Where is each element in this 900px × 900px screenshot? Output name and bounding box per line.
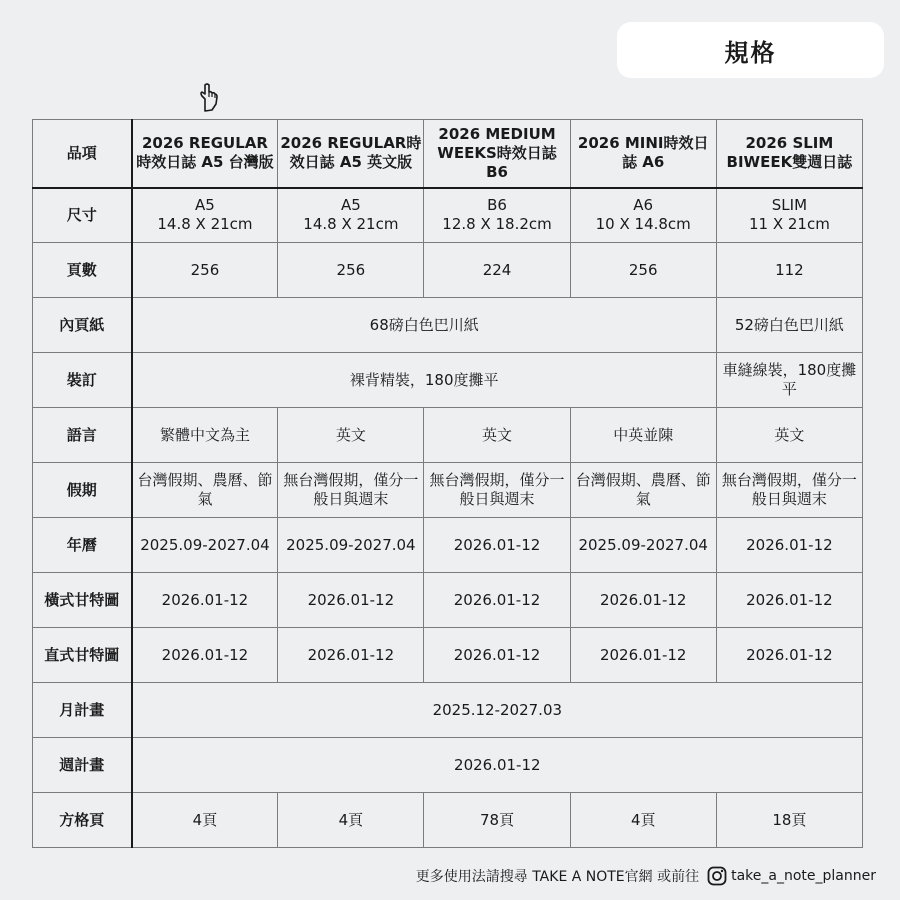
table-cell: 18頁 bbox=[716, 793, 862, 848]
table-row-pages bbox=[33, 243, 863, 298]
product-header: 2026 REGULAR時效日誌 A5 英文版 bbox=[278, 120, 424, 188]
row-label: 方格頁 bbox=[33, 793, 132, 848]
row-label: 裝訂 bbox=[33, 353, 132, 408]
row-label: 直式甘特圖 bbox=[33, 628, 132, 683]
table-cell: 2026.01-12 bbox=[424, 573, 570, 628]
size-format: A5 bbox=[195, 196, 215, 215]
table-cell: 2026.01-12 bbox=[424, 518, 570, 573]
pointing-hand-icon bbox=[196, 82, 218, 112]
table-cell: 英文 bbox=[716, 408, 862, 463]
size-dimensions: 14.8 X 21cm bbox=[303, 215, 399, 234]
table-cell bbox=[278, 188, 424, 243]
table-cell: 256 bbox=[278, 243, 424, 298]
table-cell: 2026.01-12 bbox=[716, 628, 862, 683]
table-row-language bbox=[33, 408, 863, 463]
table-row-gantt-vertical bbox=[33, 628, 863, 683]
table-cell-merged: 裸背精裝，180度攤平 bbox=[132, 353, 717, 408]
table-cell: 2026.01-12 bbox=[278, 573, 424, 628]
table-cell-merged: 2025.12-2027.03 bbox=[132, 683, 863, 738]
table-cell: 2026.01-12 bbox=[278, 628, 424, 683]
table-row-monthly bbox=[33, 683, 863, 738]
table-cell bbox=[716, 188, 862, 243]
footer-text: 更多使用法請搜尋 TAKE A NOTE官網 或前往 bbox=[415, 869, 700, 885]
row-label: 內頁紙 bbox=[33, 298, 132, 353]
size-format: A6 bbox=[633, 196, 654, 215]
table-cell: 2026.01-12 bbox=[570, 573, 716, 628]
table-cell bbox=[424, 188, 570, 243]
table-cell: 2026.01-12 bbox=[132, 573, 278, 628]
size-dimensions: 14.8 X 21cm bbox=[157, 215, 253, 234]
table-cell: 2026.01-12 bbox=[424, 628, 570, 683]
table-row-weekly bbox=[33, 738, 863, 793]
instagram-handle[interactable]: take_a_note_planner bbox=[731, 868, 876, 884]
row-label: 尺寸 bbox=[33, 188, 132, 243]
table-row-grid bbox=[33, 793, 863, 848]
size-dimensions: 10 X 14.8cm bbox=[595, 215, 691, 234]
table-row-gantt-horizontal bbox=[33, 573, 863, 628]
table-cell: 224 bbox=[424, 243, 570, 298]
table-row-size bbox=[33, 188, 863, 243]
table-cell: 無台灣假期，僅分一般日與週末 bbox=[424, 463, 570, 518]
size-format: SLIM bbox=[771, 196, 808, 215]
table-cell: 4頁 bbox=[278, 793, 424, 848]
table-cell bbox=[132, 188, 278, 243]
size-dimensions: 11 X 21cm bbox=[748, 215, 830, 234]
table-cell: 英文 bbox=[278, 408, 424, 463]
table-cell-merged: 68磅白色巴川紙 bbox=[132, 298, 717, 353]
table-cell: 2025.09-2027.04 bbox=[132, 518, 278, 573]
size-dimensions: 12.8 X 18.2cm bbox=[442, 215, 552, 234]
table-row-paper bbox=[33, 298, 863, 353]
table-cell: 2026.01-12 bbox=[716, 573, 862, 628]
table-cell: 中英並陳 bbox=[570, 408, 716, 463]
table-cell: 台灣假期、農曆、節氣 bbox=[570, 463, 716, 518]
size-format: B6 bbox=[487, 196, 507, 215]
product-header: 2026 SLIM BIWEEK雙週日誌 bbox=[716, 120, 862, 188]
table-cell: 2026.01-12 bbox=[716, 518, 862, 573]
table-cell: 256 bbox=[132, 243, 278, 298]
spec-table bbox=[32, 119, 863, 848]
page-title: 規格 bbox=[617, 22, 884, 78]
table-row-binding bbox=[33, 353, 863, 408]
footer bbox=[416, 864, 876, 888]
table-cell: 台灣假期、農曆、節氣 bbox=[132, 463, 278, 518]
size-format: A5 bbox=[340, 196, 361, 215]
table-cell: 52磅白色巴川紙 bbox=[716, 298, 862, 353]
table-row-calendar bbox=[33, 518, 863, 573]
row-label: 頁數 bbox=[33, 243, 132, 298]
table-cell-merged: 2026.01-12 bbox=[132, 738, 863, 793]
table-cell: 112 bbox=[716, 243, 862, 298]
product-header: 2026 MEDIUM WEEKS時效日誌 B6 bbox=[424, 120, 570, 188]
table-cell: 2025.09-2027.04 bbox=[570, 518, 716, 573]
table-cell: 4頁 bbox=[570, 793, 716, 848]
table-cell: 無台灣假期，僅分一般日與週末 bbox=[278, 463, 424, 518]
table-cell: 2026.01-12 bbox=[570, 628, 716, 683]
table-cell: 78頁 bbox=[424, 793, 570, 848]
table-cell: 4頁 bbox=[132, 793, 278, 848]
table-cell: 英文 bbox=[424, 408, 570, 463]
table-cell bbox=[570, 188, 716, 243]
table-cell: 256 bbox=[570, 243, 716, 298]
row-label: 年曆 bbox=[33, 518, 132, 573]
instagram-icon bbox=[707, 866, 727, 886]
row-label: 月計畫 bbox=[33, 683, 132, 738]
table-cell: 車縫線裝，180度攤平 bbox=[716, 353, 862, 408]
row-label: 語言 bbox=[33, 408, 132, 463]
item-header: 品項 bbox=[33, 120, 132, 188]
table-header-row bbox=[33, 120, 863, 188]
product-header: 2026 MINI時效日誌 A6 bbox=[570, 120, 716, 188]
row-label: 橫式甘特圖 bbox=[33, 573, 132, 628]
row-label: 假期 bbox=[33, 463, 132, 518]
table-row-holiday bbox=[33, 463, 863, 518]
table-cell: 繁體中文為主 bbox=[132, 408, 278, 463]
table-cell: 2025.09-2027.04 bbox=[278, 518, 424, 573]
table-cell: 2026.01-12 bbox=[132, 628, 278, 683]
product-header: 2026 REGULAR時效日誌 A5 台灣版 bbox=[132, 120, 278, 188]
row-label: 週計畫 bbox=[33, 738, 132, 793]
table-cell: 無台灣假期，僅分一般日與週末 bbox=[716, 463, 862, 518]
